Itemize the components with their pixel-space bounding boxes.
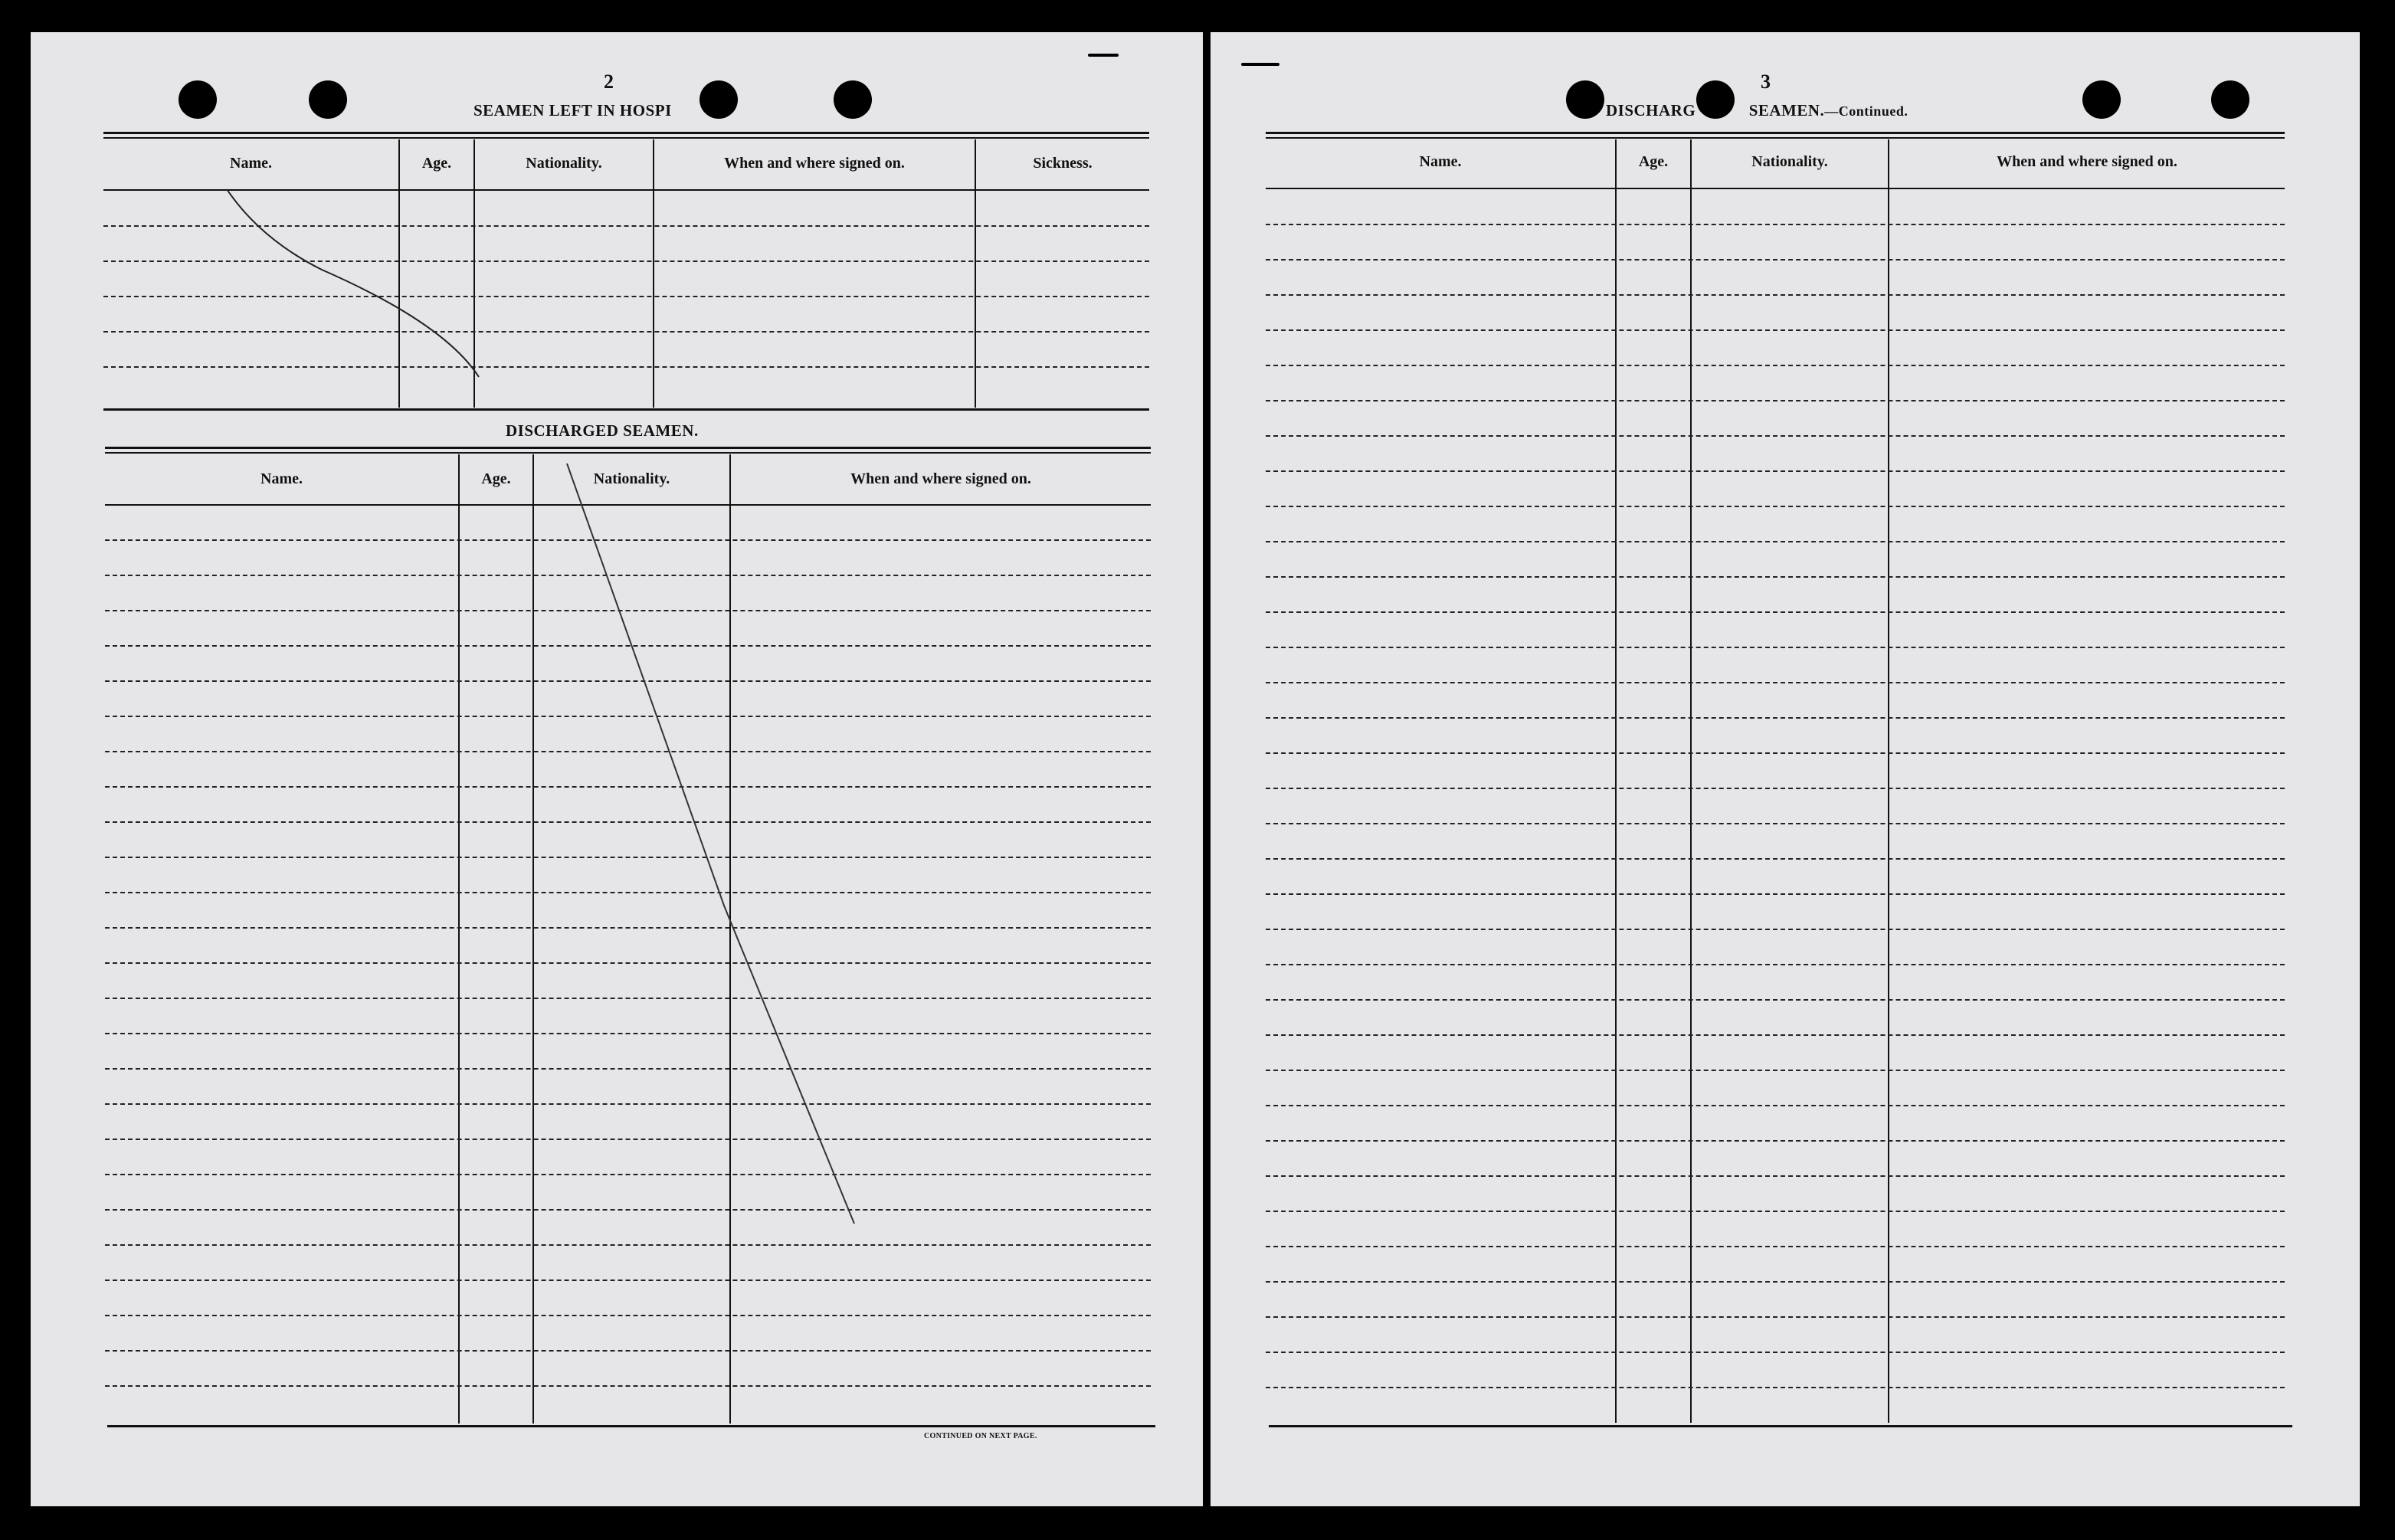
- punch-hole: [1566, 80, 1604, 119]
- ruled-line: [1266, 365, 2285, 366]
- ruled-line: [1266, 647, 2285, 648]
- ruled-line: [103, 296, 1149, 297]
- ruled-line: [1266, 1211, 2285, 1212]
- punch-hole: [2211, 80, 2249, 119]
- table-top-rule: [103, 137, 1149, 139]
- continued-footer: CONTINUED ON NEXT PAGE.: [924, 1432, 1037, 1440]
- ruled-line: [105, 1068, 1151, 1070]
- column-divider: [532, 454, 534, 1424]
- ruled-line: [105, 857, 1151, 858]
- ruled-line: [1266, 259, 2285, 260]
- punch-hole: [309, 80, 347, 119]
- ruled-line: [105, 1033, 1151, 1034]
- column-header-age: Age.: [1638, 153, 1669, 170]
- ruled-line: [1266, 717, 2285, 719]
- ruled-line: [1266, 1070, 2285, 1071]
- ruled-line: [1266, 1034, 2285, 1036]
- table-top-rule: [1266, 132, 2285, 134]
- table-top-rule: [103, 132, 1149, 134]
- header-underline: [103, 189, 1149, 191]
- column-header-nationality: Nationality.: [1751, 153, 1828, 170]
- right-page: [1211, 32, 2360, 1506]
- ruled-line: [1266, 682, 2285, 683]
- ruled-line: [1266, 541, 2285, 542]
- ruled-line: [1266, 611, 2285, 613]
- ruled-line: [1266, 929, 2285, 930]
- ruled-line: [105, 610, 1151, 611]
- ruled-line: [1266, 576, 2285, 578]
- ruled-line: [1266, 752, 2285, 754]
- ruled-line: [1266, 224, 2285, 225]
- ruled-line: [105, 1350, 1151, 1352]
- column-header-name: Name.: [1419, 153, 1462, 170]
- ruled-line: [1266, 964, 2285, 965]
- punch-hole: [834, 80, 872, 119]
- ruled-line: [103, 366, 1149, 368]
- ruled-line: [1266, 858, 2285, 860]
- ruled-line: [1266, 435, 2285, 437]
- ruled-line: [1266, 329, 2285, 331]
- header-underline: [105, 504, 1151, 506]
- column-divider: [1888, 139, 1889, 1423]
- ruled-line: [105, 751, 1151, 752]
- ruled-line: [105, 821, 1151, 823]
- ruled-line: [1266, 1281, 2285, 1283]
- ruled-line: [1266, 1140, 2285, 1142]
- ruled-line: [105, 1174, 1151, 1175]
- table-top-rule: [1266, 137, 2285, 139]
- ruled-line: [105, 575, 1151, 576]
- ruled-line: [1266, 400, 2285, 401]
- discharged-continued-title: [1606, 101, 1908, 120]
- ruled-line: [1266, 823, 2285, 824]
- ruled-line: [103, 331, 1149, 333]
- header-underline: [1266, 188, 2285, 189]
- ruled-line: [105, 716, 1151, 717]
- hospital-section-title: SEAMEN LEFT IN HOSPI: [473, 101, 672, 120]
- column-header-signed-on: When and where signed on.: [724, 155, 905, 172]
- ruled-line: [1266, 1246, 2285, 1247]
- discharged-section-title: DISCHARGED SEAMEN.: [506, 421, 699, 440]
- ruled-line: [1266, 1316, 2285, 1318]
- title-suffix: SEAMEN.: [1748, 101, 1825, 120]
- column-header-age: Age.: [421, 155, 452, 172]
- title-continued: —Continued.: [1824, 103, 1908, 119]
- ruled-line: [105, 998, 1151, 999]
- scan-mark: [1088, 54, 1119, 57]
- ruled-line: [105, 892, 1151, 893]
- left-page: [31, 32, 1203, 1506]
- ruled-line: [103, 260, 1149, 262]
- ruled-line: [1266, 1352, 2285, 1353]
- ruled-line: [1266, 999, 2285, 1001]
- pencil-stroke: [31, 32, 1203, 1506]
- ruled-line: [105, 1103, 1151, 1105]
- ruled-line: [1266, 1387, 2285, 1388]
- page-number: 2: [604, 70, 614, 93]
- ruled-line: [105, 1209, 1151, 1211]
- ruled-line: [105, 539, 1151, 541]
- ruled-line: [1266, 506, 2285, 507]
- column-header-nationality: Nationality.: [526, 155, 602, 172]
- column-header-signed-on: When and where signed on.: [850, 470, 1031, 487]
- ruled-line: [105, 786, 1151, 788]
- column-header-signed-on: When and where signed on.: [1997, 153, 2177, 170]
- ruled-line: [105, 680, 1151, 682]
- ruled-line: [105, 1139, 1151, 1140]
- ruled-line: [105, 1280, 1151, 1281]
- column-divider: [1615, 139, 1617, 1423]
- title-prefix: DISCHARG: [1606, 101, 1696, 120]
- ruled-line: [1266, 294, 2285, 296]
- column-header-nationality: Nationality.: [593, 470, 670, 487]
- punch-hole: [179, 80, 217, 119]
- table-bottom-rule: [1269, 1425, 2292, 1427]
- column-header-age: Age.: [481, 470, 511, 487]
- column-divider: [1690, 139, 1692, 1423]
- ruled-line: [105, 1244, 1151, 1246]
- ruled-line: [105, 645, 1151, 647]
- ruled-line: [1266, 1175, 2285, 1177]
- column-divider: [458, 454, 460, 1424]
- scan-mark: [1241, 63, 1279, 66]
- ruled-line: [1266, 893, 2285, 895]
- table-bottom-rule: [107, 1425, 1155, 1427]
- page-number: 3: [1761, 70, 1771, 93]
- ruled-line: [1266, 1105, 2285, 1106]
- ruled-line: [105, 962, 1151, 964]
- column-divider: [729, 454, 731, 1424]
- table-top-rule: [105, 447, 1151, 449]
- ruled-line: [105, 1315, 1151, 1316]
- table-top-rule: [105, 452, 1151, 454]
- column-header-name: Name.: [260, 470, 303, 487]
- ruled-line: [1266, 788, 2285, 789]
- punch-hole: [2082, 80, 2121, 119]
- ruled-line: [105, 927, 1151, 929]
- column-header-sickness: Sickness.: [1033, 155, 1093, 172]
- table-bottom-rule: [103, 408, 1149, 411]
- ruled-line: [1266, 470, 2285, 472]
- ruled-line: [103, 225, 1149, 227]
- column-header-name: Name.: [230, 155, 272, 172]
- punch-hole: [699, 80, 738, 119]
- ruled-line: [105, 1385, 1151, 1387]
